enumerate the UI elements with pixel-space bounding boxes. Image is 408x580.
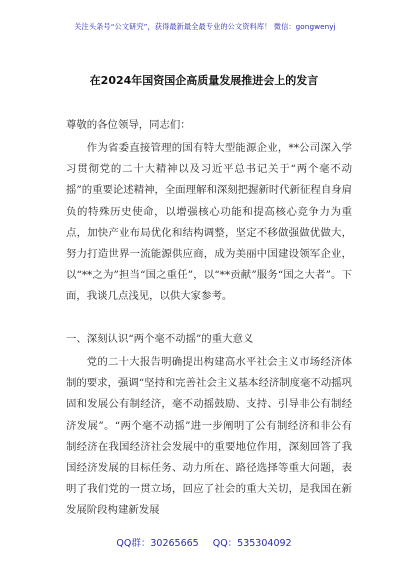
footer-contact — [0, 535, 408, 549]
document-title: 在2024年国资国企高质量发展推进会上的发言 — [89, 74, 319, 87]
qq-group-number: QQ群：30265665 — [116, 538, 199, 549]
promo-banner: 关注头条号“公文研究”，获得最新最全最专业的公文资料库！ 微信：gongwenyj — [74, 22, 336, 31]
qq-number: QQ：535304092 — [212, 538, 292, 549]
greeting-line: 尊敬的各位领导，同志们： — [66, 119, 191, 131]
paragraph-intro: 作为省委直接管理的国有特大型能源企业，**公司深入学习贯彻党的二十大精神以及习近平总书记关于“两个毫不动摇”的重要论述精神，全面理解和深刻把握新时代新征程自身肩负的特殊历史使命，以增强核心功能和提高核心竞争力为重点，加快产业布局优化和结构调整，坚定不移做强做优做大，努力打造世界一流能源供应商，成为美丽中国建设领军企业，以“**之为”担当“国之重任”，以“**贡献”服务“国之大者”。下面，我谈几点浅见，以供大家参考。 — [66, 142, 352, 303]
paragraph-section-one: 党的二十大报告明确提出构建高水平社会主义市场经济体制的要求，强调“坚持和完善社会主义基本经济制度毫不动摇巩固和发展公有制经济，毫不动摇鼓励、支持、引导非公有制经济发展”。“两个毫不动摇”进一步阐明了公有制经济和非公有制经济在我国经济社会发展中的重要地位作用，深刻回答了我国经济发展的目标任务、动力所在、路径选择等重大问题，表明了我们党的一贯立场，回应了社会的重大关切，是我国在新发展阶段构建新发展 — [66, 356, 352, 517]
section-heading: 一、深刻认识“两个毫不动摇”的重大意义 — [66, 333, 254, 345]
